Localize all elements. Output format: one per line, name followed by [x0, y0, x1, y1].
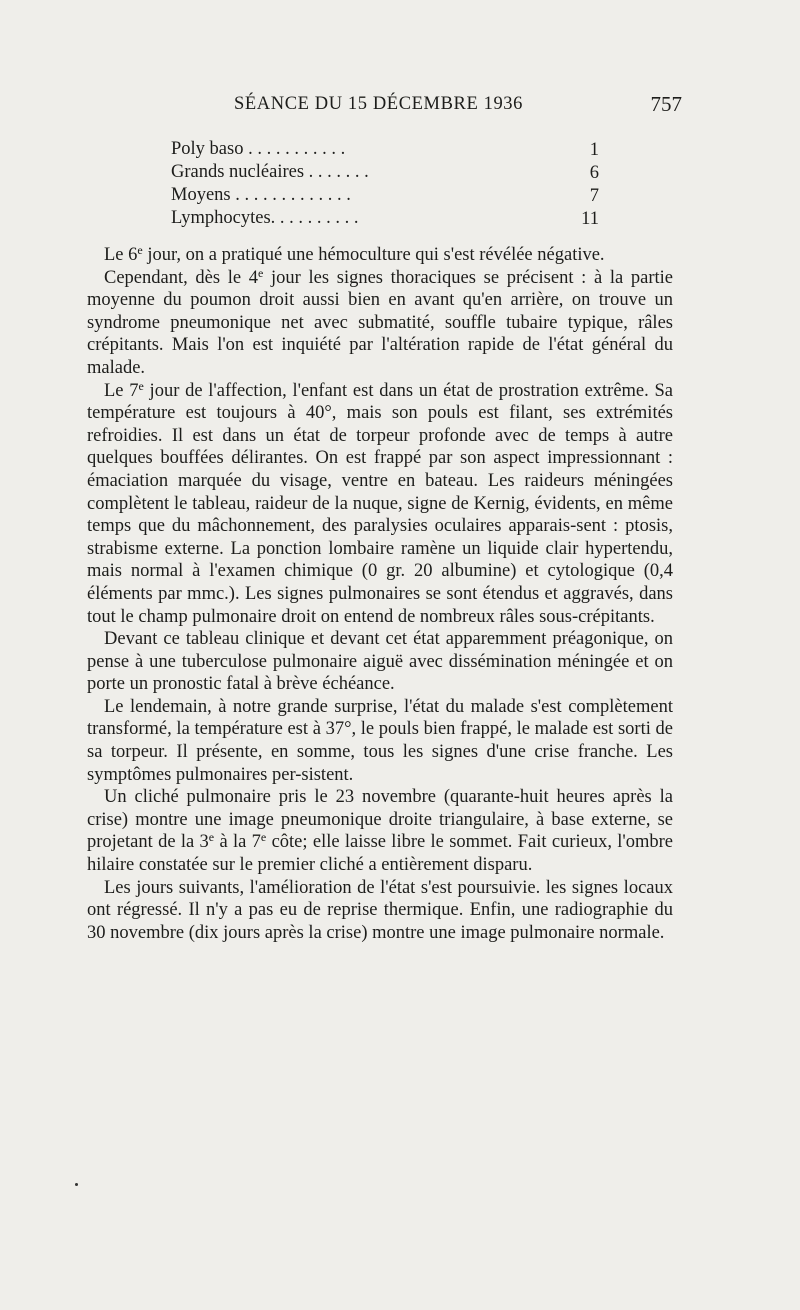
ordinal-superscript: e: [260, 830, 267, 845]
text-run: côte; elle laisse libre le sommet. Fait curieux, l'ombre hilaire constatée sur le premier cliché a entièrement disparu.: [87, 832, 674, 876]
count-row: [171, 184, 599, 207]
cell-count-list: [171, 138, 599, 230]
text-run: jour les signes thoraciques se précisent : à la partie moyenne du poumon droit aussi bien en avant qu'en arrière, on trouve un syndrome pneumonique net avec submatité, souffle tubaire typique, râles crépitants. Mais l'on est inquiété par l'altération rapide de l'état général du malade.: [87, 267, 673, 378]
count-label: Moyens . . . . . . . . . . . . .: [171, 185, 351, 205]
paragraph: [87, 877, 673, 945]
stray-ink-dot: [75, 1183, 78, 1186]
paragraph: [87, 628, 673, 696]
count-value: 6: [589, 163, 599, 183]
paragraph: [87, 380, 673, 629]
count-label: Lymphocytes. . . . . . . . . .: [171, 208, 359, 228]
text-run: Cependant, dès le 4: [104, 267, 259, 288]
text-run: jour de l'affection, l'enfant est dans un état de prostration extrême. Sa température est toujours à 40°, mais son pouls est filant, ses extrémités refroidies. Il est dans un état de torpeur profonde avec de temps à autre quelques bouffées délirantes. On est frappé par son aspect impressionnant : émaciation marquée du visage, ventre en bateau. Les raideurs méningées complètent le tableau, raideur de la nuque, signe de Kernig, évidents, en même temps que du mâchonnement, des paralysies oculaires apparais-sent : ptosis, strabisme externe. La ponction lombaire ramène un liquide clair hypertendu, mais normal à l'examen chimique (0 gr. 20 albumine) et cytologique (0,4 éléments par mmc.). Les signes pulmonaires se sont étendus et aggravés, dans tout le champ pulmonaire droit on entend de nombreux râles sous-crépitants.: [87, 380, 673, 627]
count-value: 1: [589, 140, 599, 160]
text-run: jour, on a pratiqué une hémoculture qui s'est révélée négative.: [142, 245, 605, 265]
text-run: Le 7: [104, 380, 139, 401]
ordinal-superscript: e: [137, 243, 143, 257]
text-run: Les jours suivants, l'amélioration de l'état s'est poursuivie. les signes locaux ont régressé. Il n'y a pas eu de reprise thermique. Enfin, une radiographie du 30 novembre (dix jours après la crise) montre une image pulmonaire normale.: [87, 877, 673, 943]
count-label: Poly baso . . . . . . . . . . .: [171, 139, 346, 159]
body-text: [87, 244, 673, 944]
count-row: [171, 161, 599, 184]
running-head: [86, 92, 682, 122]
text-run: à la 7: [214, 832, 261, 853]
text-run: Le 6: [104, 245, 138, 265]
ordinal-superscript: e: [208, 830, 215, 845]
count-row: [171, 207, 599, 230]
text-run: Un cliché pulmonaire pris le 23 novembre (quarante-huit heures après la crise) montre une image pneumonique droite triangulaire, à base externe, se projetant de la 3: [87, 787, 673, 853]
count-value: 7: [589, 186, 599, 206]
paragraph: [87, 696, 673, 786]
ordinal-superscript: e: [258, 265, 264, 280]
text-run: Devant ce tableau clinique et devant cet état apparemment préagonique, on pense à une tuberculose pulmonaire aiguë avec dissémination méningée et on porte un pronostic fatal à brève échéance.: [87, 629, 673, 695]
text-run: Le lendemain, à notre grande surprise, l'état du malade s'est complètement transformé, la température est à 37°, le pouls bien frappé, le malade est sorti de sa torpeur. Il présente, en somme, tous les signes d'une crise franche. Les symptômes pulmonaires per-sistent.: [87, 696, 673, 785]
ordinal-superscript: e: [138, 378, 144, 393]
page-number: 757: [650, 92, 682, 116]
count-row: [171, 138, 599, 161]
paragraph: [87, 244, 673, 267]
count-value: 11: [581, 209, 599, 229]
running-title: SÉANCE DU 15 DÉCEMBRE 1936: [234, 94, 523, 114]
paragraph: [87, 786, 673, 876]
count-label: Grands nucléaires . . . . . . .: [171, 162, 369, 182]
paragraph: [87, 267, 673, 380]
